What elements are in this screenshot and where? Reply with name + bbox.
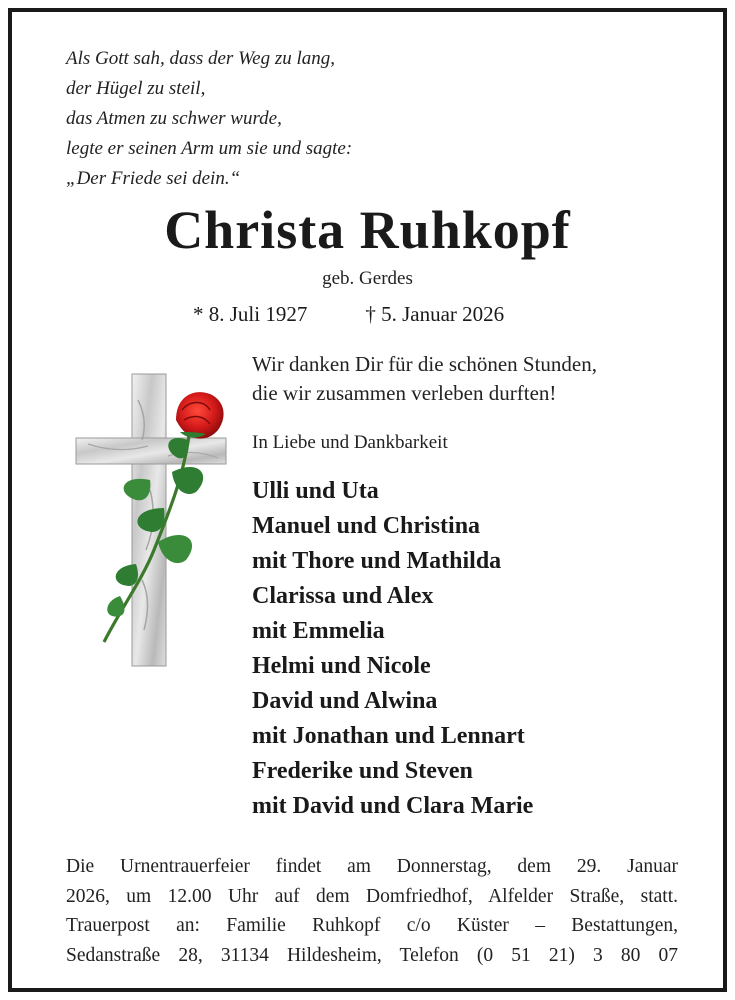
mourner-line: mit Emmelia <box>252 618 385 644</box>
deceased-name: Christa Ruhkopf <box>164 200 571 260</box>
love-line: In Liebe und Dankbarkeit <box>252 432 448 453</box>
mourner-line: Frederike und Steven <box>252 758 473 784</box>
mourner-line: Manuel und Christina <box>252 513 481 539</box>
maiden-name: geb. Gerdes <box>322 268 413 289</box>
funeral-info-line: Die Urnentrauerfeier findet am Donnerstag, dem 29. Januar <box>66 856 678 877</box>
mourner-line: Ulli und Uta <box>252 478 379 504</box>
life-dates <box>193 302 504 327</box>
funeral-info-line: Trauerpost an: Familie Ruhkopf c/o Küster – Bestattungen, <box>66 915 678 936</box>
mourner-line: mit Thore und Mathilda <box>252 548 502 574</box>
mourner-line: Clarissa und Alex <box>252 583 434 609</box>
mourner-line: mit Jonathan und Lennart <box>252 723 525 749</box>
poem <box>66 44 352 194</box>
funeral-info-line: Sedanstraße 28, 31134 Hildesheim, Telefon (0 51 21) 3 80 07 <box>66 944 678 966</box>
poem-line: der Hügel zu steil, <box>66 78 206 99</box>
mourner-line: David und Alwina <box>252 688 438 714</box>
thanks-line: Wir danken Dir für die schönen Stunden, <box>252 352 597 376</box>
poem-line: „Der Friede sei dein.“ <box>66 168 241 189</box>
birth-date: * 8. Juli 1927 <box>193 302 308 326</box>
poem-line: Als Gott sah, dass der Weg zu lang, <box>66 48 336 69</box>
funeral-info-line: 2026, um 12.00 Uhr auf dem Domfriedhof, Alfelder Straße, statt. <box>66 885 678 907</box>
obituary-notice <box>8 8 727 992</box>
poem-line: das Atmen zu schwer wurde, <box>66 108 282 129</box>
marble-cross-with-red-rose-icon <box>68 360 238 670</box>
mourner-line: mit David und Clara Marie <box>252 793 534 819</box>
thanks-line: die wir zusammen verleben durften! <box>252 381 557 405</box>
poem-line: legte er seinen Arm um sie und sagte: <box>66 138 353 159</box>
mourners-list <box>252 474 533 824</box>
death-date: † 5. Januar 2026 <box>365 302 505 326</box>
funeral-info <box>66 852 678 970</box>
thanks-text <box>252 350 597 408</box>
mourner-line: Helmi und Nicole <box>252 653 431 679</box>
